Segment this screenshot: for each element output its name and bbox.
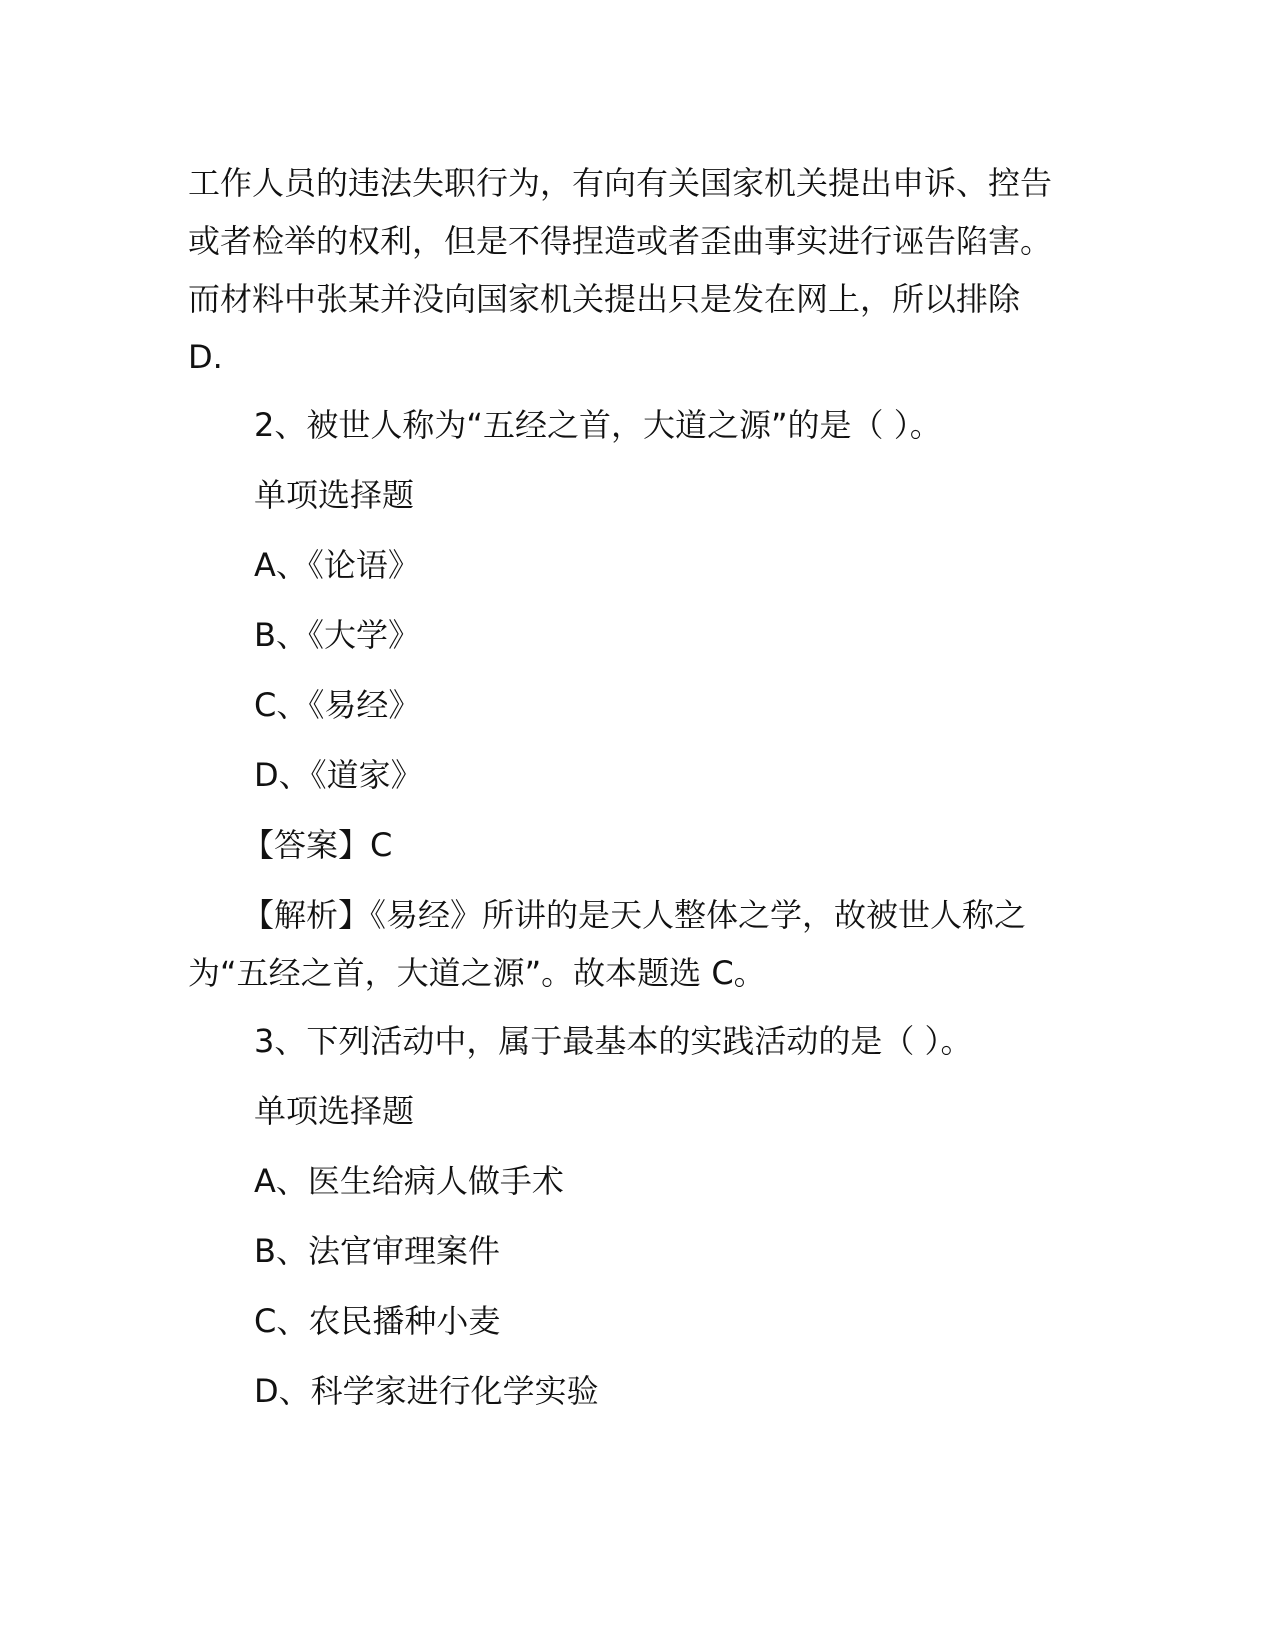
paragraph-line: 而材料中张某并没向国家机关提出只是发在网上，所以排除 xyxy=(188,280,1021,318)
option-d: D、《道家》 xyxy=(254,756,423,794)
option-a: A、《论语》 xyxy=(254,546,420,584)
question-3 xyxy=(188,1012,1088,1420)
option-b: B、法官审理案件 xyxy=(254,1232,500,1270)
option-b: B、《大学》 xyxy=(254,616,420,654)
document-body xyxy=(188,154,1088,1420)
option-d: D、科学家进行化学实验 xyxy=(254,1372,599,1410)
paragraph-line: 工作人员的违法失职行为，有向有关国家机关提出申诉、控告 xyxy=(188,164,1053,202)
question-2 xyxy=(188,396,1088,1002)
question-type: 单项选择题 xyxy=(254,476,415,514)
paragraph-line: D. xyxy=(188,338,223,376)
explanation-line: 为“五经之首，大道之源”。故本题选 C。 xyxy=(188,954,766,992)
answer: 【答案】C xyxy=(242,826,393,864)
question-stem: 3、下列活动中，属于最基本的实践活动的是（ ）。 xyxy=(254,1022,973,1060)
option-c: C、农民播种小麦 xyxy=(254,1302,501,1340)
question-type: 单项选择题 xyxy=(254,1092,415,1130)
option-c: C、《易经》 xyxy=(254,686,421,724)
question-stem: 2、被世人称为“五经之首，大道之源”的是（ ）。 xyxy=(254,406,942,444)
explanation-line: 【解析】《易经》所讲的是天人整体之学，故被世人称之 xyxy=(242,896,1027,934)
option-a: A、医生给病人做手术 xyxy=(254,1162,564,1200)
paragraph-line: 或者检举的权利，但是不得捏造或者歪曲事实进行诬告陷害。 xyxy=(188,222,1053,260)
continuation-paragraph xyxy=(188,154,1088,386)
